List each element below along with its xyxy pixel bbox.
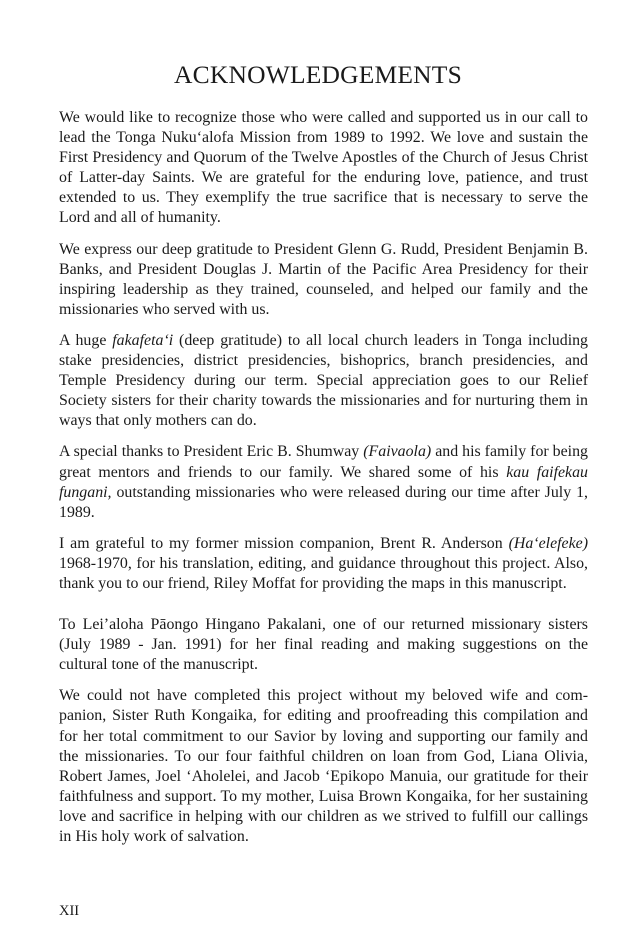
paragraph-pakalani	[59, 615, 588, 675]
paragraph-family	[59, 686, 588, 847]
paragraph-text: We would like to recognize those who were called and supported us in our call to lead the Tonga Nuku‘alofa Mission from 1989 to 1992. We love and sustain the First Presidency and Quorum of the Twelve Apostles of the Church of Jesus Christ of Latter-day Saints. We are grateful for the enduring love, patience, and trust extended to us. They exemplify the true sacrifice that is necessary to serve the Lord and all of humanity.	[59, 109, 588, 227]
acknowledgements-body	[59, 108, 588, 858]
page-number: XII	[59, 903, 80, 919]
paragraph-local-leaders	[59, 331, 588, 431]
paragraph-mid: and his family for being great mentors and friends to our family. We shared some of his	[59, 443, 588, 481]
tongan-name: (Faivaola)	[363, 443, 432, 461]
paragraph-text: (deep gratitude) to all local church leaders in Tonga including stake presidencies, district presidencies, bishoprics, branch presidencies, and Temple Presidency during our term. Special appreciation goes to our Relief Society sisters for their charity towards the missionaries and for nurturing them in ways that only mothers can do.	[59, 331, 588, 430]
page-title: ACKNOWLEDGEMENTS	[174, 60, 462, 89]
paragraph-lead: A huge	[59, 331, 113, 349]
paragraph-shumway	[59, 442, 588, 522]
paragraph-text: We could not have completed this project without my beloved wife and companion, Sister Ruth Kongaika, for editing and proofreading this compilation and for her total commitment to our Savior by loving and supporting our family and the missionaries. To our four faithful children on loan from God, Liana Olivia, Robert James, Joel ‘Aholelei, and Jacob ‘Epikopo Manuia, our gratitude for their faithfulness and support. To my mother, Luisa Brown Kongaika, for her sustaining love and sacrifice in helping with our children as we strived to fulfill our callings in His holy work of salvation.	[59, 687, 588, 845]
paragraph-text: To Lei’aloha Pāongo Hingano Pakalani, one of our returned missionary sisters (July 1989 - Jan. 1991) for her final reading and making suggestions on the cultural tone of the manuscript.	[59, 616, 588, 674]
paragraph-text: outstanding missionaries who were released during our time after July 1, 1989.	[59, 483, 588, 521]
paragraph-anderson	[59, 534, 588, 594]
paragraph-text: 1968-1970, for his translation, editing, and guidance throughout this project. Also, thank you to our friend, Riley Moffat for providing the maps in this manuscript.	[59, 554, 588, 592]
tongan-term: fakafeta‘i	[112, 331, 174, 349]
tongan-name: (Ha‘elefeke)	[508, 534, 588, 552]
paragraph-area-presidency	[59, 240, 588, 320]
paragraph-mission-leadership	[59, 108, 588, 229]
paragraph-lead: I am grateful to my former mission companion, Brent R. Anderson	[59, 534, 509, 552]
paragraph-lead: A special thanks to President Eric B. Shumway	[59, 443, 364, 461]
tongan-term: kau faifekau fungani,	[59, 463, 588, 501]
paragraph-text: We express our deep gratitude to President Glenn G. Rudd, President Benjamin B. Banks, and President Douglas J. Martin of the Pacific Area Presidency for their inspiring leadership as they trained, counseled, and helped our family and the missionaries who served with us.	[59, 240, 588, 318]
